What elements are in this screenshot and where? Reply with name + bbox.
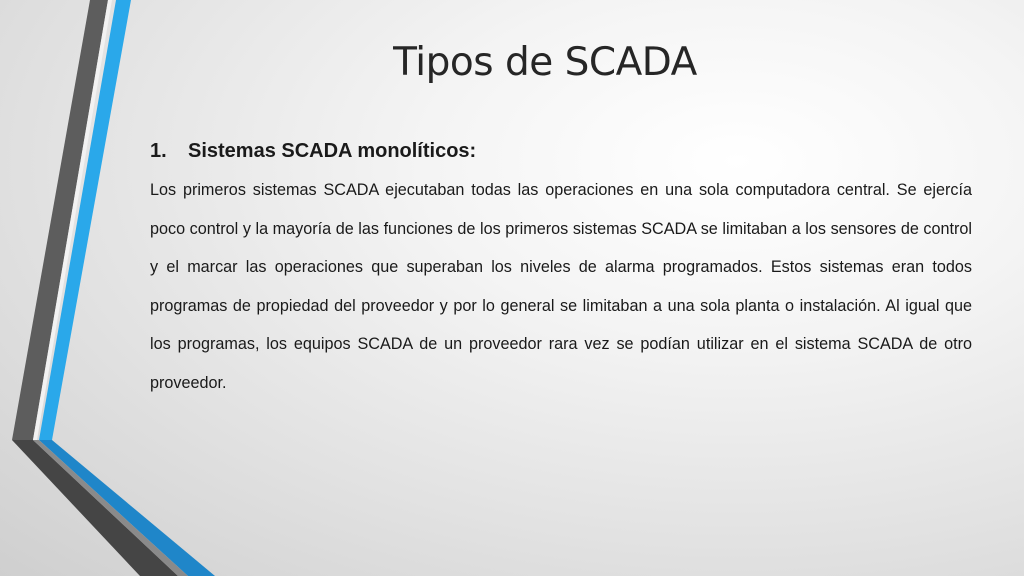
slide-title: Tipos de SCADA	[393, 40, 697, 85]
body-paragraph: Los primeros sistemas SCADA ejecutaban todas las operaciones en una sola computadora central. Se ejercía poco control y la mayoría de las funciones de los primeros sistemas SCADA se limitaban a los sensores de control y el marcar las operaciones que superaban los niveles de alarma programados. Estos sistemas eran todos programas de propiedad del proveedor y por lo general se limitaban a una sola planta o instalación. Al igual que los programas, los equipos SCADA de un proveedor rara vez se podían utilizar en el sistema SCADA de otro proveedor.	[150, 181, 972, 392]
gray-stripe-lower	[12, 440, 178, 576]
heading-text: Sistemas SCADA monolíticos:	[188, 140, 477, 162]
slide-content	[150, 135, 972, 403]
heading-number: 1.	[150, 140, 167, 162]
white-stripe-upper	[33, 0, 112, 440]
gray-stripe-lower-thin	[33, 440, 188, 576]
section-heading	[150, 135, 972, 167]
